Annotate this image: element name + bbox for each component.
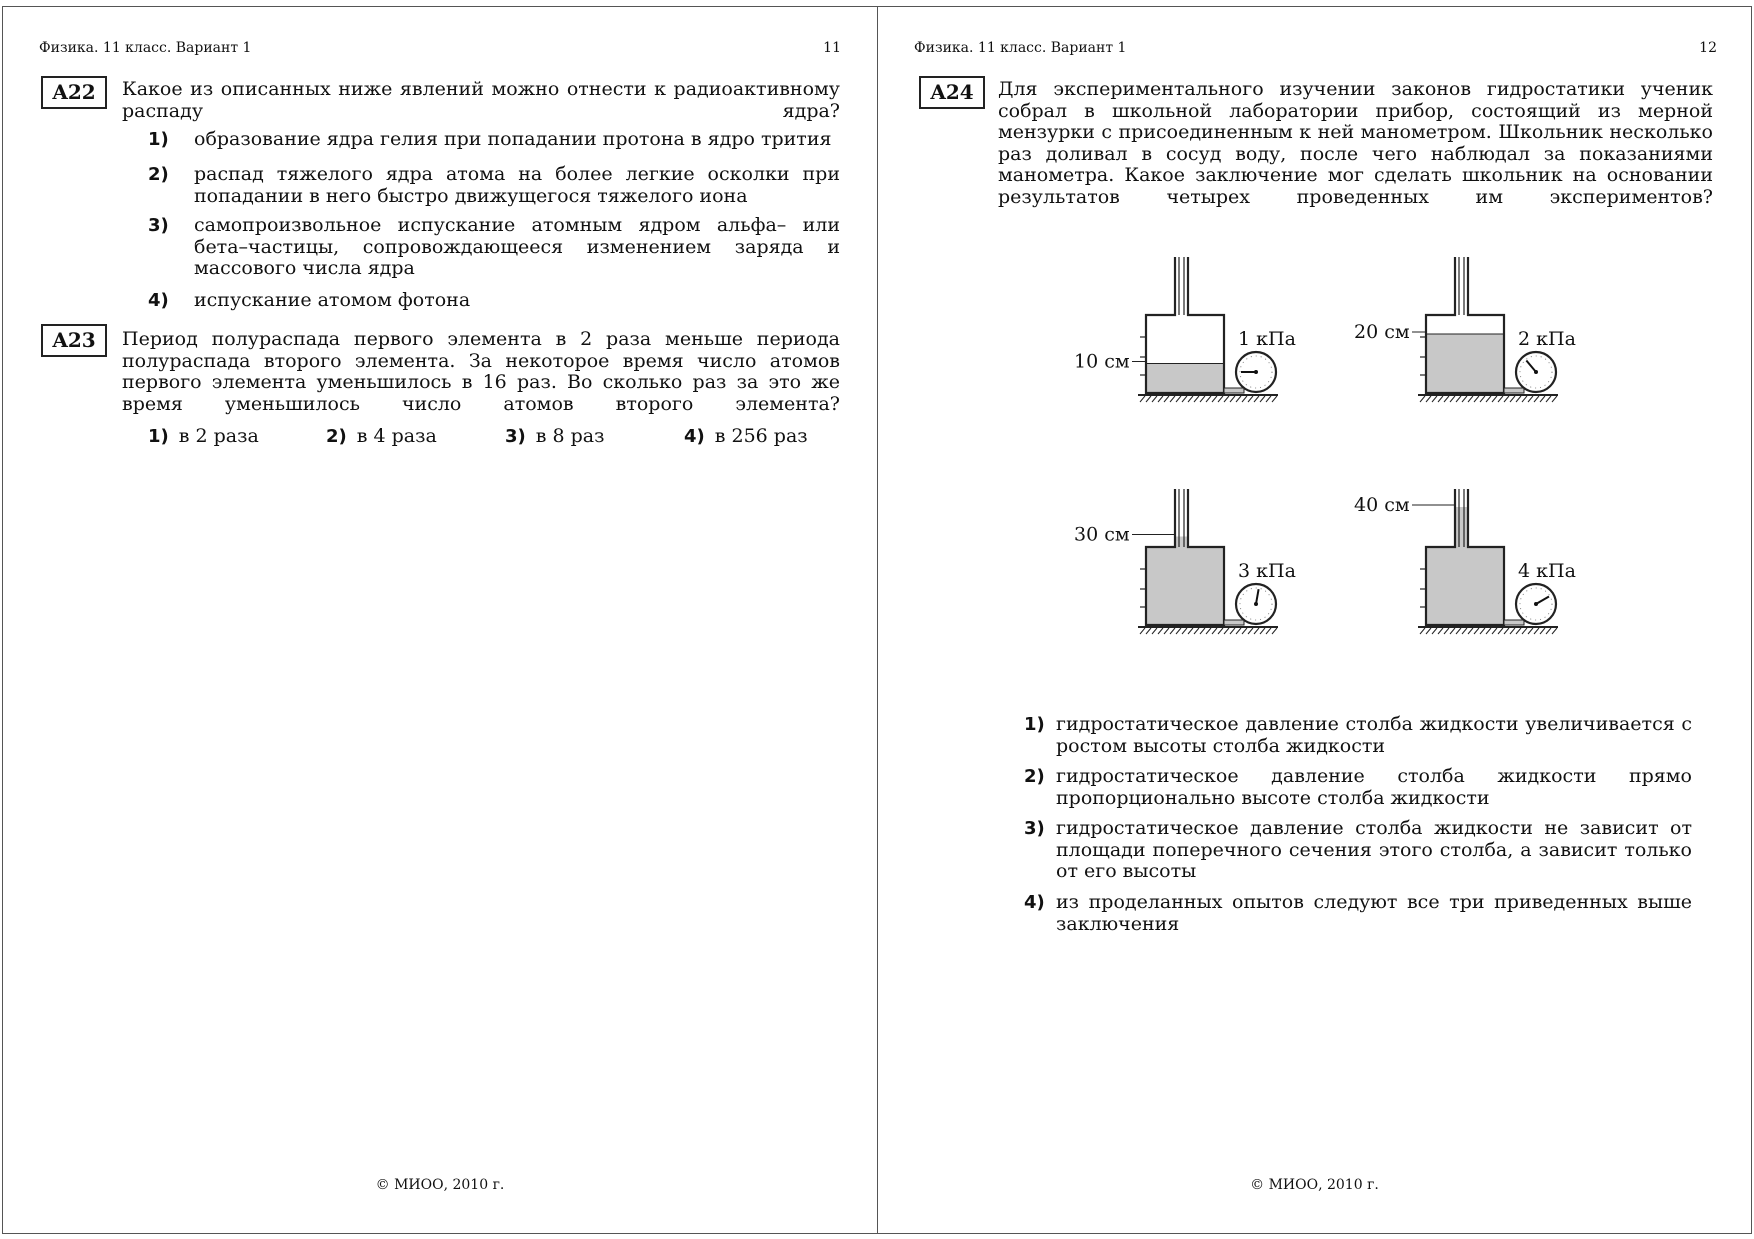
ground-hatch [1248,628,1253,634]
ground-hatch [1438,396,1443,402]
ground-hatch [1426,628,1431,634]
pressure-label: 4 кПа [1518,560,1576,582]
ground-hatch [1534,628,1539,634]
page-footer: © МИОО, 2010 г. [375,1177,505,1193]
option-number: 1) [148,129,169,150]
ground-hatch [1516,628,1521,634]
manometer-pivot [1254,602,1258,606]
ground-hatch [1176,628,1181,634]
ground-hatch [1146,628,1151,634]
ground-hatch [1528,396,1533,402]
ground-hatch [1540,628,1545,634]
ground-hatch [1498,396,1503,402]
ground-hatch [1188,396,1193,402]
ground-hatch [1438,628,1443,634]
question-text-a24: Для экспериментального изучении законов гидростатики ученик собрал в школьной лаборатории прибор, состоящий из мерной мензурки с присоединенным к ней манометром. Школьник несколько раз доливал в сосуд воду, после чего наблюдал за показаниями манометра. Какое заключение мог сделать школьник на основании результатов четырех проведенных им экспериментов? [998,78,1713,208]
ground-hatch [1266,396,1271,402]
manometer-experiment-figure [1074,247,1576,677]
ground-hatch [1486,396,1491,402]
ground-hatch [1152,396,1157,402]
page-header-title: Физика. 11 класс. Вариант 1 [39,40,252,56]
ground-hatch [1486,628,1491,634]
height-label: 20 см [1354,321,1410,343]
page-number: 11 [823,40,841,56]
option-text: из проделанных опытов следуют все три приведенных выше заключения [1056,891,1692,935]
option-number: 2) [1024,766,1045,787]
option-number: 3) [505,426,526,447]
manometer-pivot [1534,370,1538,374]
option-text: гидростатическое давление столба жидкости увеличивается с ростом высоты столба жидкости [1056,713,1692,757]
ground-hatch [1146,396,1151,402]
ground-hatch [1432,628,1437,634]
ground-hatch [1272,396,1277,402]
liquid [1146,547,1224,625]
option-text: в 2 раза [178,425,259,447]
ground-hatch [1200,396,1205,402]
ground-hatch [1236,396,1241,402]
ground-hatch [1522,628,1527,634]
ground-hatch [1468,396,1473,402]
ground-hatch [1420,628,1425,634]
ground-hatch [1212,628,1217,634]
page-header-title: Физика. 11 класс. Вариант 1 [914,40,1127,56]
option-text: гидростатическое давление столба жидкости прямо пропорционально высоте столба жидкости [1056,765,1692,809]
option-text: испускание атомом фотона [194,289,471,311]
ground-hatch [1528,628,1533,634]
option-number: 4) [684,426,705,447]
manometer-pivot [1254,370,1258,374]
ground-hatch [1200,628,1205,634]
ground-hatch [1492,396,1497,402]
ground-hatch [1462,396,1467,402]
pipe [1224,388,1244,393]
a23-option-3 [505,426,604,448]
experiment-3 [1074,489,1296,634]
option-number: 1) [148,426,169,447]
question-text-a22: Какое из описанных ниже явлений можно отнести к радиоактивному распаду ядра? [122,78,840,122]
option-number: 2) [326,426,347,447]
ground-hatch [1456,628,1461,634]
pressure-label: 1 кПа [1238,328,1296,350]
question-label-a23: A23 [41,324,107,357]
option-number: 4) [148,290,169,311]
ground-hatch [1498,628,1503,634]
ground-hatch [1176,396,1181,402]
ground-hatch [1492,628,1497,634]
liquid [1426,334,1504,393]
ground-hatch [1182,628,1187,634]
ground-hatch [1248,396,1253,402]
question-label-a22: A22 [41,76,107,109]
ground-hatch [1432,396,1437,402]
ground-hatch [1260,628,1265,634]
ground-hatch [1546,628,1551,634]
ground-hatch [1236,628,1241,634]
ground-hatch [1218,396,1223,402]
liquid-tube [1175,537,1188,549]
option-text: образование ядра гелия при попадании протона в ядро трития [194,128,832,150]
liquid [1426,547,1504,625]
ground-hatch [1224,396,1229,402]
option-number: 1) [1024,714,1045,735]
experiment-2 [1354,257,1576,402]
ground-hatch [1456,396,1461,402]
ground-hatch [1552,628,1557,634]
ground-hatch [1474,628,1479,634]
ground-hatch [1230,628,1235,634]
ground-hatch [1242,396,1247,402]
liquid-tube [1455,507,1468,548]
pipe [1224,620,1244,625]
height-label: 30 см [1074,523,1130,546]
ground-hatch [1516,396,1521,402]
height-label: 10 см [1074,350,1130,373]
ground-hatch [1140,628,1145,634]
experiment-1 [1074,257,1296,402]
option-number: 3) [148,215,169,236]
ground-hatch [1444,396,1449,402]
ground-hatch [1272,628,1277,634]
ground-hatch [1218,628,1223,634]
option-text: распад тяжелого ядра атома на более легкие осколки при попадании в него быстро движущегося тяжелого иона [194,163,840,207]
manometer-pivot [1534,602,1538,606]
ground-hatch [1254,628,1259,634]
ground-hatch [1182,396,1187,402]
a23-option-1 [148,426,259,448]
ground-hatch [1426,396,1431,402]
ground-hatch [1450,628,1455,634]
ground-hatch [1468,628,1473,634]
option-text: в 8 раз [535,425,605,447]
experiment-4 [1354,489,1576,634]
ground-hatch [1444,628,1449,634]
pipe [1504,388,1524,393]
pipe [1504,620,1524,625]
ground-hatch [1546,396,1551,402]
ground-hatch [1212,396,1217,402]
ground-hatch [1158,396,1163,402]
ground-hatch [1230,396,1235,402]
ground-hatch [1522,396,1527,402]
ground-hatch [1242,628,1247,634]
ground-hatch [1474,396,1479,402]
ground-hatch [1420,396,1425,402]
height-label: 40 см [1354,494,1410,516]
ground-hatch [1254,396,1259,402]
ground-hatch [1164,628,1169,634]
ground-hatch [1206,628,1211,634]
ground-hatch [1152,628,1157,634]
ground-hatch [1206,396,1211,402]
question-label-a24: A24 [919,76,985,109]
ground-hatch [1194,396,1199,402]
a23-option-2 [326,426,437,448]
option-number: 2) [148,164,169,185]
ground-hatch [1504,396,1509,402]
ground-hatch [1504,628,1509,634]
right-page [877,6,1752,1234]
pressure-label: 3 кПа [1238,560,1296,582]
pressure-label: 2 кПа [1518,328,1576,350]
ground-hatch [1450,396,1455,402]
a23-option-4 [684,426,808,448]
ground-hatch [1552,396,1557,402]
ground-hatch [1480,628,1485,634]
ground-hatch [1534,396,1539,402]
ground-hatch [1510,396,1515,402]
ground-hatch [1170,396,1175,402]
ground-hatch [1170,628,1175,634]
left-page [2,6,878,1234]
option-text: в 4 раза [356,425,437,447]
page-footer: © МИОО, 2010 г. [1250,1177,1379,1193]
option-text: в 256 раз [714,425,808,447]
ground-hatch [1188,628,1193,634]
ground-hatch [1224,628,1229,634]
question-text-a23: Период полураспада первого элемента в 2 раза меньше периода полураспада второго элемента. За некоторое время число атомов первого элемента уменьшилось в 16 раз. Во сколько раз за это же время уменьшилось число атомов второго элемента? [122,328,840,415]
ground-hatch [1158,628,1163,634]
option-number: 4) [1024,892,1045,913]
ground-hatch [1510,628,1515,634]
ground-hatch [1266,628,1271,634]
ground-hatch [1140,396,1145,402]
ground-hatch [1480,396,1485,402]
option-text: самопроизвольное испускание атомным ядром альфа– или бета–частицы, сопровождающееся изменением заряда и массового числа ядра [194,214,840,279]
option-number: 3) [1024,818,1045,839]
ground-hatch [1462,628,1467,634]
ground-hatch [1194,628,1199,634]
ground-hatch [1164,396,1169,402]
ground-hatch [1260,396,1265,402]
page-number: 12 [1699,40,1717,56]
liquid [1146,364,1224,394]
ground-hatch [1540,396,1545,402]
option-text: гидростатическое давление столба жидкости не зависит от площади поперечного сечения этого столба, а зависит только от его высоты [1056,817,1692,882]
